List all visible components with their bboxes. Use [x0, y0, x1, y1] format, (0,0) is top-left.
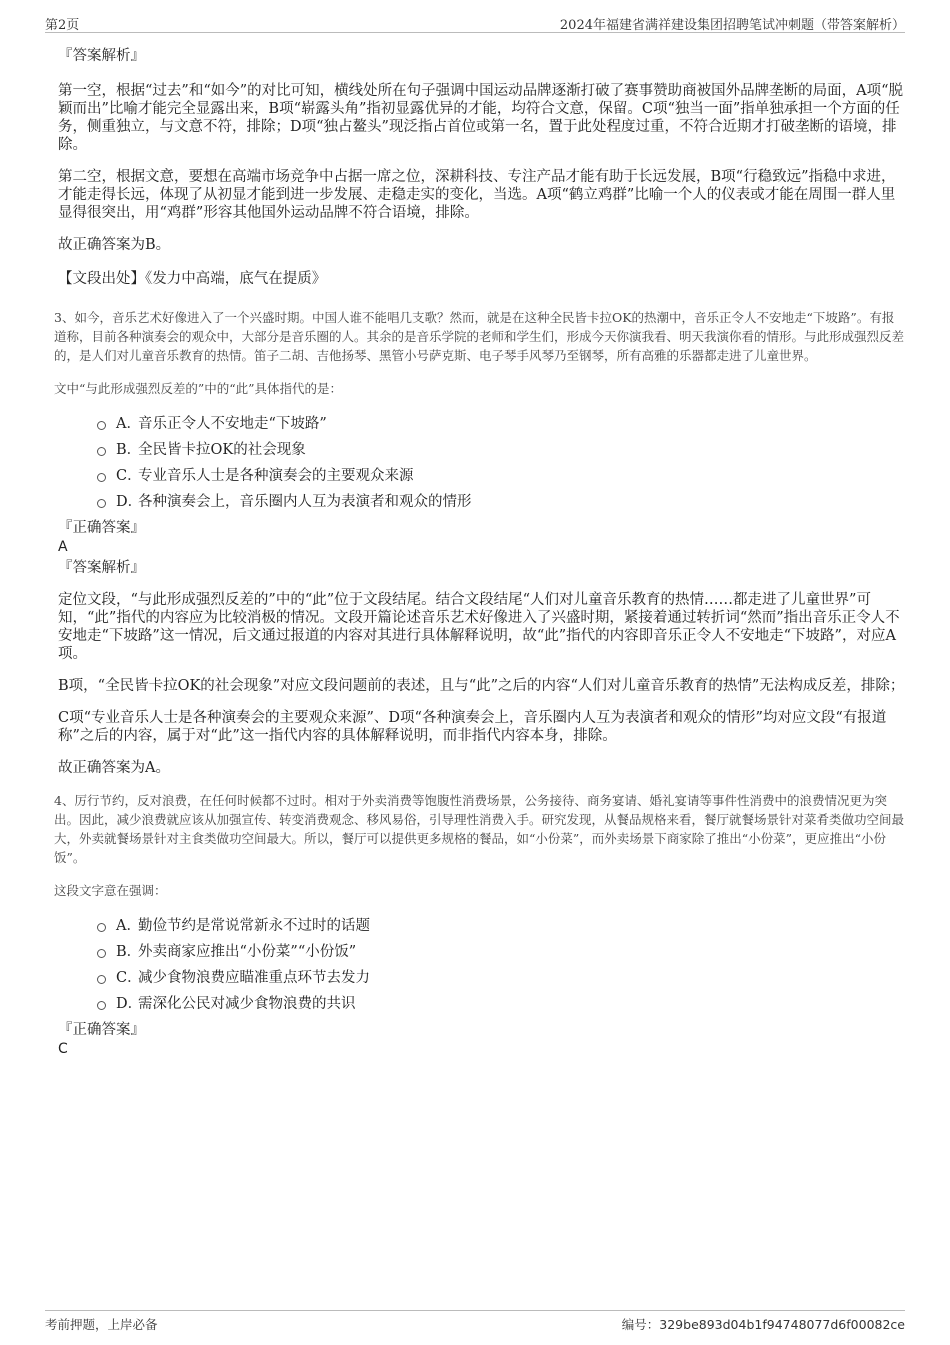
option-text: 需深化公民对减少食物浪费的共识 [138, 996, 356, 1012]
radio-button[interactable] [97, 447, 106, 456]
option-letter: B． [116, 442, 142, 458]
document-code [622, 1315, 905, 1333]
radio-button[interactable] [97, 1001, 106, 1010]
option-letter: B． [116, 944, 142, 960]
radio-button[interactable] [97, 975, 106, 984]
option-a[interactable] [58, 414, 905, 440]
question-passage: 4、厉行节约，反对浪费，在任何时候都不过时。相对于外卖消费等饱腹性消费场景，公务接待、商务宴请、婚礼宴请等事件性消费中的浪费情况更为突出。因此，减少浪费就应该从加强宣传、转变消费观念、移风易俗，引导理性消费入手。研究发现，从餐品规格来看，餐厅就餐场景针对菜肴类做功空间最大，外卖就餐场景针对主食类做功空间最大。所以，餐厅可以提供更多规格的餐品，如“小份菜”，而外卖场景下商家除了推出“小份菜”，更应推出“小份饭”。 [54, 793, 905, 865]
option-list [58, 414, 905, 518]
option-b[interactable] [58, 942, 905, 968]
document-title: 2024年福建省满祥建设集团招聘笔试冲刺题（带答案解析） [559, 18, 905, 33]
option-text: 外卖商家应推出“小份菜”“小份饭” [138, 944, 357, 960]
option-c[interactable] [58, 968, 905, 994]
analysis-paragraph: B项，“全民皆卡拉OK的社会现象”对应文段问题前的表述，且与“此”之后的内容“人们对儿童音乐教育的热情”无法构成反差，排除； [58, 678, 905, 694]
answer-value: A [58, 539, 68, 555]
option-text: 勤俭节约是常说常新永不过时的话题 [138, 918, 370, 934]
radio-button[interactable] [97, 923, 106, 932]
question-passage: 3、如今，音乐艺术好像进入了一个兴盛时期。中国人谁不能唱几支歌？然而，就是在这种全民皆卡拉OK的热潮中，音乐正令人不安地走“下坡路”。有报道称，目前各种演奏会的观众中，大部分是音乐圈的人。其余的是音乐学院的老师和学生们，形成今天你演我看、明天我演你看的情形。与此形成强烈反差的，是人们对儿童音乐教育的热情。笛子二胡、吉他扬琴、黑管小号萨克斯、电子琴手风琴乃至钢琴，所有高雅的乐器都走进了儿童世界。 [54, 310, 905, 363]
analysis-paragraph: 定位文段，“与此形成强烈反差的”中的“此”位于文段结尾。结合文段结尾“人们对儿童音乐教育的热情……都走进了儿童世界”可知，“此”指代的内容应为比较消极的情况。文段开篇论述音乐艺术好像进入了兴盛时期，紧接着通过转折词“然而”指出音乐正令人不安地走“下坡路”这一情况，后文通过报道的内容对其进行具体解释说明，故“此”指代的内容即音乐正令人不安地走“下坡路”，对应A项。 [58, 592, 900, 662]
analysis-conclusion: 故正确答案为A。 [58, 760, 170, 776]
page-header [45, 12, 905, 33]
analysis-paragraph: C项“专业音乐人士是各种演奏会的主要观众来源”、D项“各种演奏会上，音乐圈内人互为表演者和观众的情形”均对应文段“有报道称”之后的内容，属于对“此”这一指代内容的具体解释说明，而非指代内容本身，排除。 [58, 710, 887, 744]
analysis-paragraph: 第二空，根据文意，要想在高端市场竞争中占据一席之位，深耕科技、专注产品才能有助于长远发展，B项“行稳致远”指稳中求进，才能走得长远，体现了从初显才能到进一步发展、走稳走实的变化，当选。A项“鹤立鸡群”比喻一个人的仪表或才能在周围一群人里显得很突出，用“鸡群”形容其他国外运动品牌不符合语境，排除。 [58, 169, 896, 221]
radio-button[interactable] [97, 421, 106, 430]
option-letter: D． [116, 996, 143, 1012]
option-text: 各种演奏会上，音乐圈内人互为表演者和观众的情形 [138, 494, 472, 510]
option-letter: C． [116, 468, 142, 484]
page-footer [45, 1310, 905, 1335]
option-list [58, 916, 905, 1020]
option-b[interactable] [58, 440, 905, 466]
analysis-paragraph: 第一空，根据“过去”和“如今”的对比可知，横线处所在句子强调中国运动品牌逐渐打破了赛事赞助商被国外品牌垄断的局面，A项“脱颖而出”比喻才能完全显露出来，B项“崭露头角”指初显露优异的才能，均符合文意，保留。C项“独当一面”指单独承担一个方面的任务，侧重独立，与文意不符，排除；D项“独占鳌头”现泛指占首位或第一名，置于此处程度过重，不符合近期才打破垄断的语境，排除。 [58, 83, 904, 153]
option-letter: D． [116, 494, 143, 510]
option-text: 音乐正令人不安地走“下坡路” [138, 416, 327, 432]
option-d[interactable] [58, 994, 905, 1020]
question-stem: 这段文字意在强调： [54, 883, 167, 898]
radio-button[interactable] [97, 473, 106, 482]
code-label: 编号： [621, 1317, 660, 1332]
code-value: 329be893d04b1f94748077d6f00082ce [659, 1317, 905, 1332]
radio-button[interactable] [97, 499, 106, 508]
option-text: 全民皆卡拉OK的社会现象 [138, 442, 306, 458]
analysis-conclusion: 故正确答案为B。 [58, 237, 171, 253]
answer-label: 『正确答案』 [58, 520, 145, 536]
option-text: 减少食物浪费应瞄准重点环节去发力 [138, 970, 370, 986]
radio-button[interactable] [97, 949, 106, 958]
analysis-label: 『答案解析』 [58, 48, 145, 64]
answer-value: C [58, 1041, 68, 1057]
question-stem: 文中“与此形成强烈反差的”中的“此”具体指代的是： [54, 381, 343, 396]
option-letter: C． [116, 970, 142, 986]
option-a[interactable] [58, 916, 905, 942]
option-d[interactable] [58, 492, 905, 518]
option-letter: A． [116, 416, 141, 432]
footer-slogan: 考前押题，上岸必备 [45, 1317, 158, 1332]
option-c[interactable] [58, 466, 905, 492]
document-body [54, 44, 905, 1058]
analysis-label: 『答案解析』 [58, 560, 145, 576]
answer-label: 『正确答案』 [58, 1022, 145, 1038]
source-citation: 【文段出处】《发力中高端，底气在提质》 [58, 271, 327, 287]
option-letter: A． [116, 918, 141, 934]
option-text: 专业音乐人士是各种演奏会的主要观众来源 [138, 468, 414, 484]
page-number: 第2页 [45, 18, 80, 33]
